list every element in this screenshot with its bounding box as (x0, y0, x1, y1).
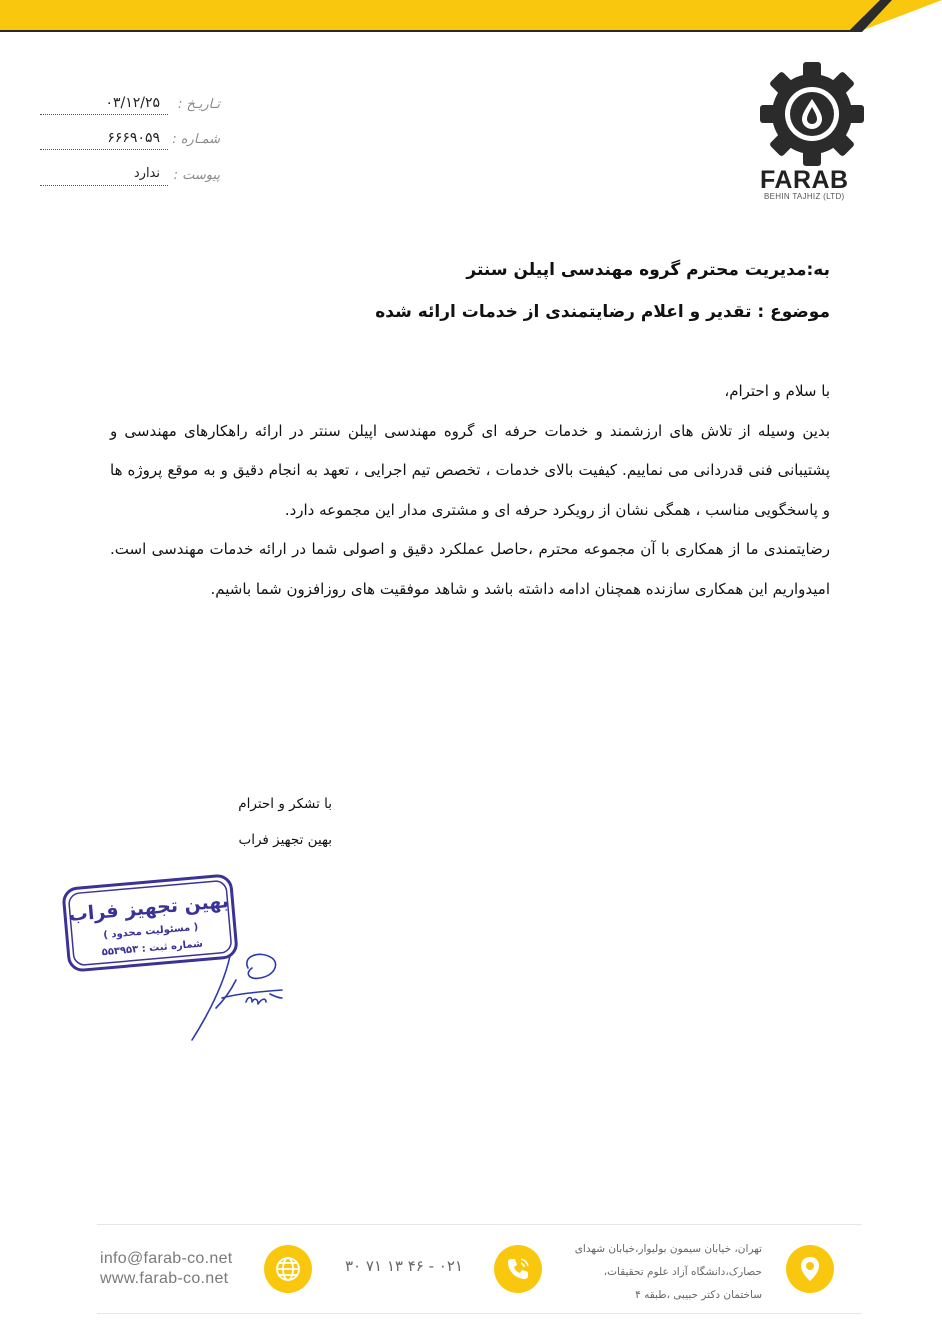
signatory-name: بهین تجهیز فراب (238, 832, 332, 848)
attachment-label: پیوست : (173, 168, 220, 183)
gear-logo-icon (760, 62, 864, 166)
stamp-line-2: ( مسئولیت محدود ) (102, 921, 199, 942)
date-label: تـاریـخ : (178, 97, 220, 112)
footer-address-line-1: تهران، خیابان سیمون بولیوار،خیابان شهدای (574, 1243, 762, 1255)
stamp-line-1: بهین تجهیز فراب (67, 890, 230, 927)
location-pin-icon (786, 1245, 834, 1293)
footer-divider-top (97, 1224, 862, 1225)
stamp-line-3: شماره ثبت : ۵۵۳۹۵۳ (101, 938, 204, 959)
footer-address-line-3: ساختمان دکتر حبیبی ،طبقه ۴ (635, 1289, 762, 1301)
date-field (40, 97, 220, 119)
date-dotted-line (40, 114, 168, 115)
farab-logo (760, 62, 864, 202)
recipient-line: به:مدیریت محترم گروه مهندسی اپیلن سنتر (466, 260, 830, 280)
date-value: ۰۳/۱۲/۲۵ (105, 95, 160, 111)
letter-body (110, 372, 830, 609)
number-label: شمـاره : (172, 132, 220, 147)
footer-email[interactable]: info@farab-co.net (100, 1250, 233, 1267)
logo-subtitle: BEHIN TAJHIZ (LTD) (764, 192, 845, 201)
attachment-dotted-line (40, 185, 168, 186)
body-paragraph-2: رضایتمندی ما از همکاری با آن مجموعه محترم ،حاصل عملکرد دقیق و اصولی شما در ارائه خدمات مهندسی است. امیدواریم این همکاری سازنده همچنان ادامه داشته باشد و شاهد موفقیت های روزافزون شما باشیم. (110, 540, 830, 598)
attachment-value: ندارد (133, 166, 160, 181)
footer-website[interactable]: www.farab-co.net (100, 1270, 229, 1287)
number-field (40, 132, 220, 154)
logo-wordmark: FARAB (760, 166, 849, 194)
subject-line: موضوع : تقدیر و اعلام رضایتمندی از خدمات ارائه شده (375, 302, 830, 322)
footer-divider-bottom (97, 1313, 862, 1314)
footer-phone[interactable]: ۰۲۱ - ۴۶ ۱۳ ۷۱ ۳۰ (345, 1257, 463, 1275)
greeting: با سلام و احترام، (724, 382, 830, 400)
footer-address-line-2: حصارک،دانشگاه آزاد علوم تحقیقات، (603, 1266, 762, 1278)
globe-icon (264, 1245, 312, 1293)
top-accent-band (0, 0, 942, 60)
closing-line: با تشکر و احترام (238, 796, 332, 812)
attachment-field (40, 168, 220, 190)
number-value: ۶۶۶۹۰۵۹ (107, 130, 160, 146)
phone-icon (494, 1245, 542, 1293)
number-dotted-line (40, 149, 168, 150)
handwritten-signature (186, 940, 296, 1044)
body-paragraph-1: بدین وسیله از تلاش های ارزشمند و خدمات حرفه ای گروه مهندسی اپیلن سنتر در ارائه راهکارهای مهندسی و پشتیبانی فنی قدردانی می نماییم. کیفیت بالای خدمات ، تخصص تیم اجرایی ، تعهد به انجام دقیق و به موقع پروژه ها و پاسخگویی مناسب ، همگی نشان از رویکرد حرفه ای و مشتری مدار این مجموعه دارد. (110, 421, 830, 519)
